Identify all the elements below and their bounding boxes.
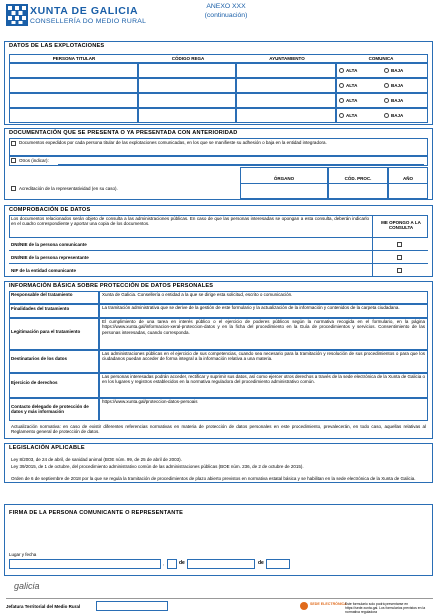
footer-divider: [6, 598, 433, 599]
office-input[interactable]: [96, 601, 168, 611]
oppose-header: ME OPONGO A LA CONSULTA: [381, 220, 421, 231]
alta-label: ALTA: [346, 113, 358, 118]
codigo-rega-input[interactable]: [138, 63, 236, 78]
proteccion-label: Ejercicio de derechos: [11, 380, 58, 385]
xunta-logo-icon: [6, 4, 28, 26]
persona-titular-input[interactable]: [9, 63, 138, 78]
col-codigo-rega: CÓDIGO REGA: [171, 56, 205, 61]
doc-item-3: Acreditación de la representatividad (en su caso).: [19, 186, 118, 191]
alta-radio[interactable]: [339, 83, 344, 88]
legislacion-item-3: Orden de 6 de septiembre de 2018 por la que se regula la tramitación de procedimientos de plazo abierto previstos en normativa estatal básica y se habilitan en la sede electrónica de la Xunta de Galicia.: [11, 476, 416, 481]
proteccion-label-cell: [9, 373, 99, 398]
baja-label: BAJA: [391, 98, 404, 103]
col-cod-proc: CÓD. PROC.: [344, 176, 372, 181]
day-input[interactable]: [167, 559, 177, 569]
proteccion-text: Xunta de Galicia. Consellería o entidad a la que se dirige esta solicitud, escrito o comunicación.: [102, 292, 293, 297]
doc-item-1: Documentos expedidos por cada persona titular de las explotaciones comunicadas, en los que se manifieste su adhesión o baja en la entidad integradora.: [19, 140, 327, 145]
footer-office: Jefatura Territorial del Medio Rural: [6, 604, 81, 609]
proteccion-footer: Actualización normativa: en caso de existir diferentes referencias normativas en materia de protección de datos personales en este procedimiento, prevalecerán, en todo caso, aquellas relativas al Reglamento general de protección de datos.: [11, 424, 426, 435]
codigo-rega-input[interactable]: [138, 78, 236, 93]
baja-radio[interactable]: [384, 83, 389, 88]
codigo-rega-input[interactable]: [138, 108, 236, 123]
department-name: CONSELLERÍA DO MEDIO RURAL: [30, 18, 147, 25]
legislacion-item-2: Ley 39/2015, de 1 de octubre, del procedimiento administrativo común de las administraciones públicas (BOE núm. 236, de 2 de octubre de 2015).: [11, 464, 304, 469]
col-persona-titular: PERSONA TITULAR: [52, 56, 96, 61]
annex-continuation: (continuación): [204, 12, 248, 19]
galicia-logo: galicia: [14, 581, 40, 591]
divider: [240, 183, 428, 184]
divider: [372, 215, 373, 277]
persona-titular-input[interactable]: [9, 93, 138, 108]
section-title: FIRMA DE LA PERSONA COMUNICANTE O REPRESENTANTE: [9, 510, 184, 516]
alta-radio[interactable]: [339, 68, 344, 73]
de-1: de: [179, 560, 185, 566]
sep-comma: ,: [163, 561, 165, 566]
col-comunica: COMUNICA: [368, 56, 394, 61]
ayuntamiento-input[interactable]: [236, 78, 336, 93]
divider: [9, 263, 428, 264]
section-title: DATOS DE LAS EXPLOTACIONES: [9, 43, 105, 49]
proteccion-text: Las administraciones públicas en el ejercicio de sus competencias, cuando sea necesario para la tramitación y resolución de sus procedimientos o para que los ciudadanos puedan acceder de forma integral a la información relativa a una materia.: [102, 351, 425, 362]
proteccion-text: El cumplimiento de una tarea en interés público o el ejercicio de poderes públicos según la normativa recogida en el formulario, en la página https://www.xunta.gal/informacion-xeral-proteccion-datos y en la ficha del procedimiento en la Guía de procedimientos y servicios. Consentimiento de las personas interesadas, cuando corresponda.: [102, 319, 425, 335]
proteccion-label: Responsable del tratamiento: [11, 292, 73, 297]
baja-radio[interactable]: [384, 68, 389, 73]
month-input[interactable]: [187, 559, 255, 569]
oppose-checkbox-2[interactable]: [397, 255, 402, 260]
doc-checkbox-2[interactable]: [11, 158, 16, 163]
col-anio: AÑO: [403, 176, 413, 181]
sede-icon: [300, 602, 308, 610]
section-title: INFORMACIÓN BÁSICA SOBRE PROTECCIÓN DE DATOS PERSONALES: [9, 283, 214, 289]
section-title: LEGISLACIÓN APLICABLE: [9, 445, 85, 451]
expl-header-row: [9, 54, 428, 63]
otros-input[interactable]: [58, 164, 424, 165]
doc-item-2: Otros (indicar):: [19, 158, 49, 163]
baja-radio[interactable]: [384, 113, 389, 118]
comprobacion-row-1: DNI/NIE de la persona comunicante: [11, 242, 87, 247]
col-ayuntamiento: AYUNTAMIENTO: [269, 56, 305, 61]
place-input[interactable]: [9, 559, 161, 569]
org-name: XUNTA DE GALICIA: [30, 5, 139, 17]
year-input[interactable]: [266, 559, 290, 569]
de-2: de: [258, 560, 264, 566]
proteccion-label: Contacto delegado de protección de datos y más información: [11, 404, 89, 415]
ayuntamiento-input[interactable]: [236, 63, 336, 78]
baja-radio[interactable]: [384, 98, 389, 103]
section-title: COMPROBACIÓN DE DATOS: [9, 207, 91, 213]
oppose-checkbox-1[interactable]: [397, 242, 402, 247]
proteccion-text: La tramitación administrativa que se derive de la gestión de este formulario y la actualización de la información y contenidos de la carpeta ciudadana.: [102, 305, 400, 310]
sede-label: SEDE ELECTRÓNICA: [310, 602, 347, 606]
baja-label: BAJA: [391, 83, 404, 88]
baja-label: BAJA: [391, 113, 404, 118]
alta-label: ALTA: [346, 68, 358, 73]
alta-label: ALTA: [346, 98, 358, 103]
comprobacion-row-3: NIF de la entidad comunicante: [11, 268, 77, 273]
comprobacion-row-2: DNI/NIE de la persona representante: [11, 255, 89, 260]
alta-label: ALTA: [346, 83, 358, 88]
doc-checkbox-1[interactable]: [11, 141, 16, 146]
proteccion-text: https://www.xunta.gal/proteccion-datos-persoais: [102, 399, 198, 404]
annex-title: ANEXO XXX: [206, 3, 246, 10]
col-organo: ÓRGANO: [273, 176, 295, 181]
ayuntamiento-input[interactable]: [236, 108, 336, 123]
proteccion-text: Las personas interesadas podrán acceder, rectificar y suprimir sus datos, así como ejercer otros derechos a través de la sede electrónica de la Xunta de Galicia o en los lugares y registros establecidos en la normativa reguladora del procedimiento administrativo común.: [102, 374, 425, 385]
comprobacion-intro: Los documentos relacionados serán objeto de consulta a las administraciones públicas. En caso de que las personas interesadas se opongan a esta consulta, deberán indicarlo en el cuadro correspondiente y aportar una copia de los documentos.: [11, 216, 369, 227]
proteccion-label: Legitimación para el tratamiento: [11, 328, 81, 334]
place-date-label: Lugar y fecha: [9, 552, 37, 557]
legislacion-item-1: Ley 8/2003, de 24 de abril, de sanidad animal (BOE núm. 99, de 25 de abril de 2003).: [11, 457, 182, 462]
proteccion-label: Destinatarios de los datos: [11, 356, 68, 361]
doc-checkbox-3[interactable]: [11, 186, 16, 191]
baja-label: BAJA: [391, 68, 404, 73]
sede-text: Este formulario solo podrá presentarse en https://sede.xunta.gal. Los formularios previstos en la normativa reguladora: [345, 602, 426, 615]
alta-radio[interactable]: [339, 98, 344, 103]
codigo-rega-input[interactable]: [138, 93, 236, 108]
divider: [9, 250, 428, 251]
proteccion-label: Finalidades del tratamiento: [11, 305, 70, 311]
persona-titular-input[interactable]: [9, 108, 138, 123]
proteccion-label-cell: [9, 350, 99, 373]
oppose-checkbox-3[interactable]: [397, 268, 402, 273]
persona-titular-input[interactable]: [9, 78, 138, 93]
proteccion-label-cell: [9, 318, 99, 350]
ayuntamiento-input[interactable]: [236, 93, 336, 108]
section-title: DOCUMENTACIÓN QUE SE PRESENTA O YA PRESENTADA CON ANTERIORIDAD: [9, 130, 238, 136]
alta-radio[interactable]: [339, 113, 344, 118]
